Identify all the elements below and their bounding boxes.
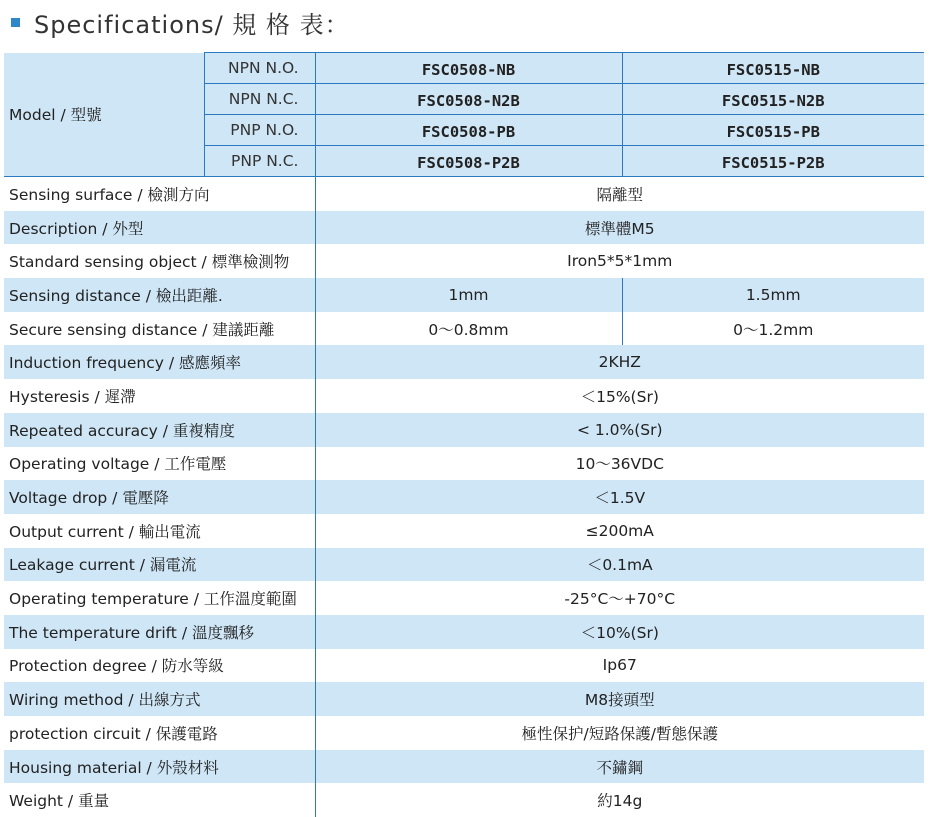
spec-label: Wiring method / 出線方式: [4, 682, 315, 716]
spec-label: Output current / 輸出電流: [4, 514, 315, 548]
spec-value: 隔離型: [315, 177, 924, 211]
spec-label: protection circuit / 保護電路: [4, 716, 315, 750]
spec-label: Voltage drop / 電壓降: [4, 480, 315, 514]
spec-value: 極性保护/短路保護/暫態保護: [315, 716, 924, 750]
spec-row: [4, 480, 924, 514]
spec-row: [4, 649, 924, 683]
type-label: PNP N.C.: [204, 146, 315, 177]
spec-value: ≤200mA: [315, 514, 924, 548]
spec-row: [4, 548, 924, 582]
spec-value: -25°C～+70°C: [315, 581, 924, 615]
model-code: FSC0515-P2B: [622, 146, 924, 177]
spec-row: [4, 379, 924, 413]
spec-row: [4, 278, 924, 312]
model-row: [4, 53, 924, 84]
spec-value: ＜0.1mA: [315, 548, 924, 582]
spec-value-model2: 1.5mm: [622, 278, 924, 312]
spec-value: 2KHZ: [315, 345, 924, 379]
model-label: Model / 型號: [4, 53, 204, 177]
spec-label: Housing material / 外殼材料: [4, 750, 315, 784]
spec-label: Leakage current / 漏電流: [4, 548, 315, 582]
bullet-square-icon: [11, 18, 20, 27]
spec-value: ＜15%(Sr): [315, 379, 924, 413]
spec-value: 10～36VDC: [315, 447, 924, 481]
spec-label: Description / 外型: [4, 211, 315, 245]
spec-row: [4, 312, 924, 346]
spec-label: The temperature drift / 溫度飄移: [4, 615, 315, 649]
spec-table: [4, 52, 924, 817]
spec-row: [4, 447, 924, 481]
type-label: PNP N.O.: [204, 115, 315, 146]
spec-row: [4, 177, 924, 211]
spec-row: [4, 615, 924, 649]
spec-row: [4, 345, 924, 379]
section-title: [4, 4, 350, 40]
spec-row: [4, 682, 924, 716]
title-text: Specifications/ 規 格 表：: [34, 10, 350, 39]
spec-label: Secure sensing distance / 建議距離: [4, 312, 315, 346]
spec-label: Sensing distance / 檢出距離.: [4, 278, 315, 312]
spec-label: Sensing surface / 檢測方向: [4, 177, 315, 211]
model-code: FSC0508-NB: [315, 53, 622, 84]
model-code: FSC0515-NB: [622, 53, 924, 84]
spec-value: 標準體M5: [315, 211, 924, 245]
spec-value: 約14g: [315, 783, 924, 817]
spec-label: Operating voltage / 工作電壓: [4, 447, 315, 481]
spec-row: [4, 413, 924, 447]
spec-label: Induction frequency / 感應頻率: [4, 345, 315, 379]
spec-row: [4, 581, 924, 615]
spec-value-model1: 0～0.8mm: [315, 312, 622, 346]
spec-row: [4, 783, 924, 817]
spec-value: Ip67: [315, 649, 924, 683]
model-code: FSC0508-N2B: [315, 84, 622, 115]
spec-value: ＜10%(Sr): [315, 615, 924, 649]
spec-row: [4, 716, 924, 750]
spec-value-model2: 0～1.2mm: [622, 312, 924, 346]
spec-label: Protection degree / 防水等級: [4, 649, 315, 683]
spec-value: < 1.0%(Sr): [315, 413, 924, 447]
spec-row: [4, 514, 924, 548]
type-label: NPN N.C.: [204, 84, 315, 115]
type-label: NPN N.O.: [204, 53, 315, 84]
spec-label: Operating temperature / 工作溫度範圍: [4, 581, 315, 615]
model-code: FSC0508-P2B: [315, 146, 622, 177]
spec-value: ＜1.5V: [315, 480, 924, 514]
model-code: FSC0515-N2B: [622, 84, 924, 115]
spec-row: [4, 211, 924, 245]
spec-value: M8接頭型: [315, 682, 924, 716]
spec-label: Standard sensing object / 標準檢測物: [4, 244, 315, 278]
model-code: FSC0508-PB: [315, 115, 622, 146]
spec-label: Hysteresis / 遲滯: [4, 379, 315, 413]
spec-value-model1: 1mm: [315, 278, 622, 312]
spec-value: 不鏽鋼: [315, 750, 924, 784]
spec-value: Iron5*5*1mm: [315, 244, 924, 278]
model-code: FSC0515-PB: [622, 115, 924, 146]
spec-row: [4, 244, 924, 278]
spec-label: Repeated accuracy / 重複精度: [4, 413, 315, 447]
spec-row: [4, 750, 924, 784]
spec-label: Weight / 重量: [4, 783, 315, 817]
